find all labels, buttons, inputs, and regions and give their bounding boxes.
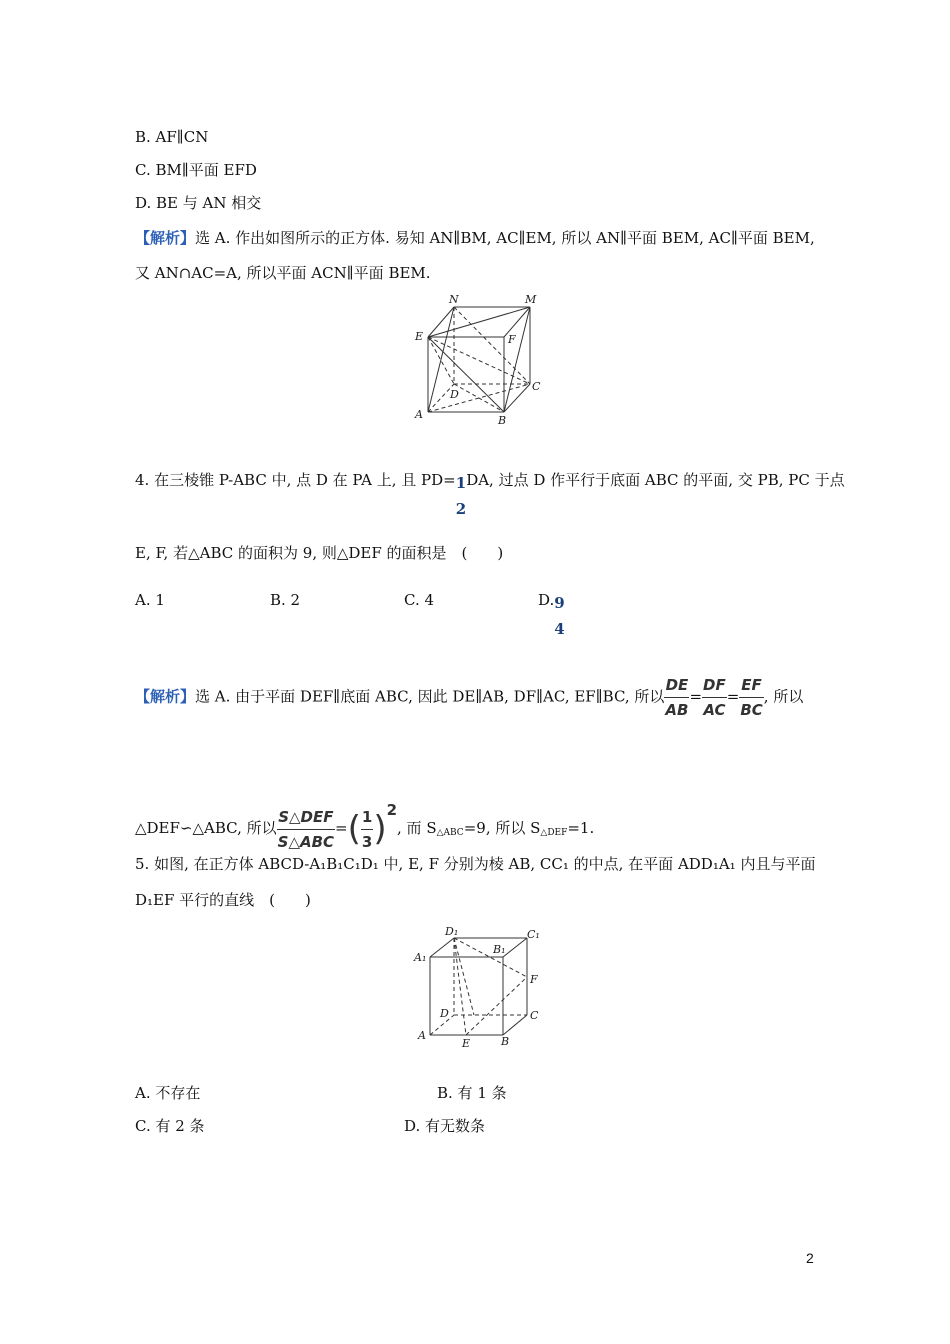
ratio-ef-bc bbox=[739, 673, 763, 722]
label-n: N bbox=[449, 293, 459, 306]
sub-abc: △ABC bbox=[436, 828, 464, 838]
q5-option-a: A. 不存在 bbox=[135, 1084, 201, 1102]
area-den: S△ABC bbox=[277, 832, 335, 851]
q4-option-d bbox=[538, 590, 565, 642]
label-d: D bbox=[450, 388, 459, 401]
ratio1-num: DE bbox=[664, 673, 689, 698]
ratio-df-ac bbox=[702, 673, 727, 722]
q4-tail-part3: =1. bbox=[567, 819, 595, 837]
label-d: D bbox=[440, 1007, 449, 1020]
q3-option-b: B. AF∥CN bbox=[135, 128, 209, 146]
q4-analysis-part1: 选 A. 由于平面 DEF∥底面 ABC, 因此 DE∥AB, DF∥AC, EF∥BC, 所以 bbox=[195, 687, 665, 706]
q5-stem-line1: 5. 如图, 在正方体 ABCD-A₁B₁C₁D₁ 中, E, F 分别为棱 AB, CC₁ 的中点, 在平面 ADD₁A₁ 内且与平面 bbox=[135, 855, 816, 873]
q4-analysis-part2: , 所以 bbox=[763, 687, 804, 706]
paren-left: ( bbox=[347, 809, 361, 849]
label-a1: A₁ bbox=[414, 951, 427, 964]
eq-sign: = bbox=[335, 819, 348, 837]
label-m: M bbox=[525, 293, 537, 306]
label-b: B bbox=[501, 1035, 510, 1048]
q4-option-c: C. 4 bbox=[404, 591, 435, 609]
one-third bbox=[361, 805, 373, 854]
label-b1: B₁ bbox=[493, 943, 506, 956]
label-e: E bbox=[415, 330, 424, 343]
q4-option-a: A. 1 bbox=[135, 591, 165, 609]
label-a: A bbox=[415, 408, 423, 421]
page-number: 2 bbox=[806, 1250, 814, 1266]
area-num: S△DEF bbox=[277, 805, 335, 830]
label-c1: C₁ bbox=[527, 928, 540, 941]
q4-option-d-num: 9 bbox=[554, 594, 565, 612]
label-a: A bbox=[418, 1029, 426, 1042]
q5-stem-line2: D₁EF 平行的直线 ( ) bbox=[135, 891, 311, 909]
q5-option-d: D. 有无数条 bbox=[404, 1117, 486, 1135]
q4-stem-part2: DA, 过点 D 作平行于底面 ABC 的平面, 交 PB, PC 于点 bbox=[466, 471, 845, 489]
q4-tail-part1: , 而 S bbox=[397, 819, 437, 837]
third-den: 3 bbox=[361, 832, 373, 851]
q4-option-d-den: 4 bbox=[554, 620, 565, 638]
label-c: C bbox=[532, 380, 541, 393]
ratio2-num: DF bbox=[702, 673, 727, 698]
q4-option-d-fraction bbox=[554, 590, 564, 642]
ratio-de-ab bbox=[664, 673, 689, 722]
ratio2-den: AC bbox=[703, 701, 726, 719]
analysis-tag: 【解析】 bbox=[135, 229, 196, 247]
q4-fraction bbox=[456, 470, 466, 522]
label-c: C bbox=[530, 1009, 539, 1022]
q4-analysis-line1 bbox=[135, 673, 803, 722]
q4-option-d-prefix: D. bbox=[538, 591, 555, 609]
q3-option-d: D. BE 与 AN 相交 bbox=[135, 194, 262, 212]
ratio3-num: EF bbox=[739, 673, 763, 698]
q4-stem-part1: 4. 在三棱锥 P-ABC 中, 点 D 在 PA 上, 且 PD= bbox=[135, 471, 456, 489]
q4-stem-line1 bbox=[135, 470, 845, 522]
q3-analysis-line2: 又 AN∩AC=A, 所以平面 ACN∥平面 BEM. bbox=[135, 264, 431, 282]
power-exponent: 2 bbox=[386, 801, 398, 819]
sub-def: △DEF bbox=[540, 828, 568, 838]
label-b: B bbox=[498, 414, 507, 427]
q4-option-b: B. 2 bbox=[270, 591, 301, 609]
q3-option-c: C. BM∥平面 EFD bbox=[135, 161, 257, 179]
q4-analysis-line2 bbox=[135, 782, 594, 861]
cube-figure-2 bbox=[410, 925, 545, 1050]
cube-figure-1 bbox=[405, 292, 550, 427]
label-f: F bbox=[508, 333, 516, 346]
q5-option-c: C. 有 2 条 bbox=[135, 1117, 205, 1135]
q4-frac-num: 1 bbox=[455, 474, 467, 492]
third-num: 1 bbox=[361, 805, 373, 830]
ratio1-den: AB bbox=[665, 701, 689, 719]
label-e: E bbox=[462, 1037, 471, 1050]
q4-frac-den: 2 bbox=[455, 500, 467, 518]
label-f: F bbox=[530, 973, 538, 986]
q3-analysis-line1 bbox=[135, 228, 815, 248]
label-d1: D₁ bbox=[445, 925, 459, 938]
q4-stem-line2: E, F, 若△ABC 的面积为 9, 则△DEF 的面积是 ( ) bbox=[135, 544, 504, 562]
paren-right: ) bbox=[373, 809, 387, 849]
q4-tail-part2: =9, 所以 S bbox=[463, 819, 541, 837]
eq-sign: = bbox=[726, 687, 740, 706]
eq-sign: = bbox=[689, 687, 703, 706]
analysis-tag: 【解析】 bbox=[135, 687, 196, 706]
area-ratio bbox=[277, 805, 335, 854]
q5-option-b: B. 有 1 条 bbox=[437, 1084, 507, 1102]
q3-analysis-text1: 选 A. 作出如图所示的正方体. 易知 AN∥BM, AC∥EM, 所以 AN∥平面 BEM, AC∥平面 BEM, bbox=[195, 229, 815, 247]
ratio3-den: BC bbox=[740, 701, 763, 719]
q4-sim-text: △DEF∽△ABC, 所以 bbox=[135, 819, 277, 837]
